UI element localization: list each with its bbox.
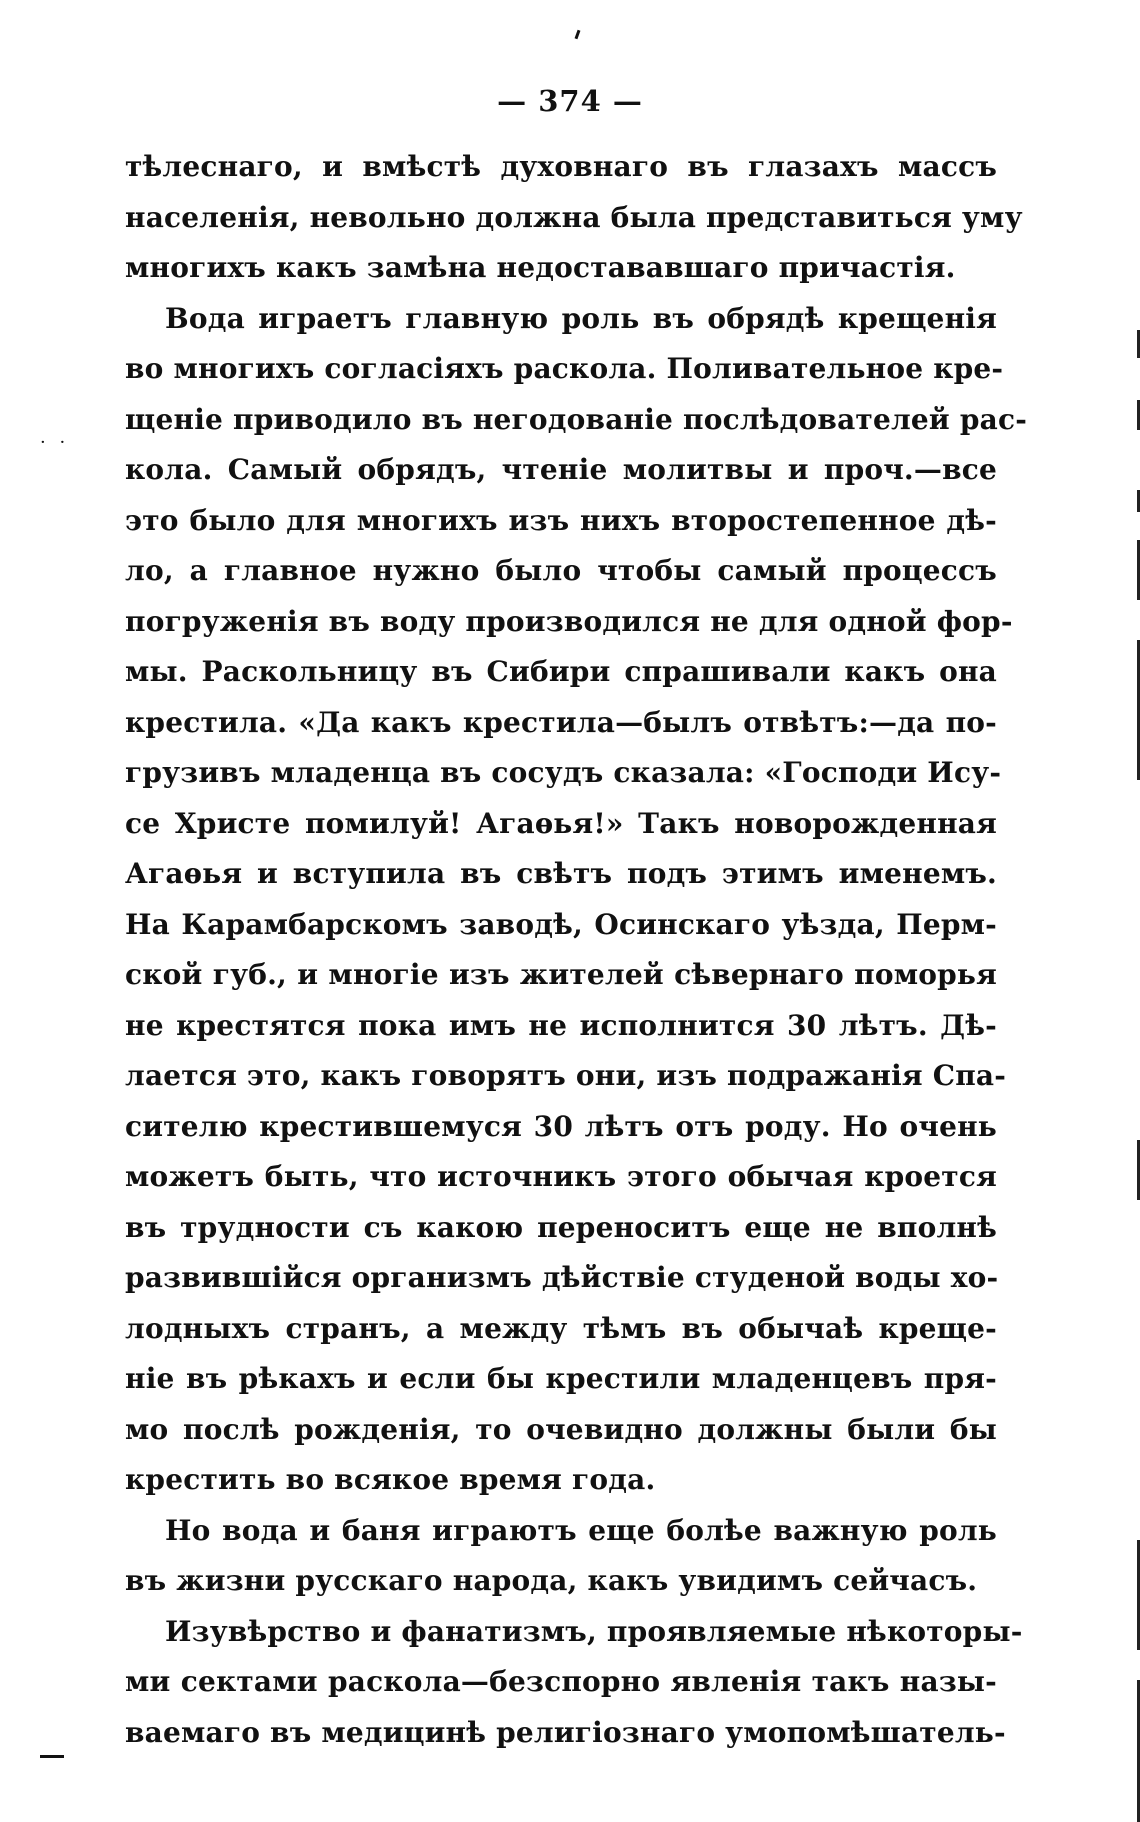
text-line: мо послѣ рожденія, то очевидно должны были бы — [125, 1412, 997, 1446]
scan-dots: · · — [40, 432, 70, 453]
text-line: развившійся организмъ дѣйствіе студеной воды хо- — [125, 1261, 999, 1294]
text-line: кола. Самый обрядъ, чтеніе молитвы и проч.—все — [125, 453, 997, 486]
text-line: погруженія въ воду производился не для одной фор- — [125, 604, 1013, 638]
text-line: ло, а главное нужно было чтобы самый процессъ — [125, 554, 997, 587]
body-text — [125, 142, 1028, 1758]
text-line: ніе въ рѣкахъ и если бы крестили младенцевъ пря- — [125, 1362, 997, 1395]
text-line: Изувѣрство и фанатизмъ, проявляемые нѣкоторы- — [165, 1614, 1023, 1648]
text-line: въ жизни русскаго народа, какъ увидимъ сейчасъ. — [125, 1564, 978, 1597]
text-line: сителю крестившемуся 30 лѣтъ отъ роду. Но очень — [125, 1109, 997, 1143]
paragraph — [125, 142, 1023, 294]
text-line: ми сектами раскола—безспорно явленія такъ назы- — [125, 1665, 997, 1698]
text-line: населенія, невольно должна была представиться уму — [125, 200, 1023, 234]
text-line: Вода играетъ главную роль въ обрядѣ крещенія — [165, 301, 997, 335]
paragraph — [125, 294, 1028, 1506]
text-line: можетъ быть, что источникъ этого обычая кроется — [125, 1160, 997, 1193]
text-line: крестила. «Да какъ крестила—былъ отвѣтъ:—да по- — [125, 705, 997, 739]
text-line: ской губ., и многіе изъ жителей сѣвернаго поморья — [125, 958, 997, 991]
text-line: ваемаго въ медицинѣ религіознаго умопомѣшатель- — [125, 1715, 1006, 1749]
text-line: не крестятся пока имъ не исполнится 30 лѣтъ. Дѣ- — [125, 1008, 997, 1042]
text-line: во многихъ согласіяхъ раскола. Поливательное кре- — [125, 352, 1004, 385]
scan-speck — [575, 30, 581, 39]
text-line: это было для многихъ изъ нихъ второстепенное дѣ- — [125, 503, 997, 537]
text-line: Но вода и баня играютъ еще болѣе важную роль — [165, 1513, 997, 1547]
text-line: Агаѳья и вступила въ свѣтъ подъ этимъ именемъ. — [125, 857, 997, 890]
text-line: мы. Раскольницу въ Сибири спрашивали какъ она — [125, 655, 997, 688]
text-line: крестить во всякое время года. — [125, 1463, 656, 1496]
page-number: — 374 — — [497, 84, 643, 118]
scan-dash — [40, 1755, 64, 1758]
text-line: се Христе помилуй! Агаѳья!» Такъ новорожденная — [125, 806, 997, 840]
text-line: тѣлеснаго, и вмѣстѣ духовнаго въ глазахъ массъ — [125, 150, 997, 183]
paragraph — [125, 1506, 997, 1607]
text-line: грузивъ младенца въ сосудъ сказала: «Господи Ису- — [125, 756, 1002, 789]
text-line: лодныхъ странъ, а между тѣмъ въ обычаѣ креще- — [125, 1311, 997, 1345]
text-line: щеніе приводило въ негодованіе послѣдователей рас- — [125, 402, 1028, 436]
paragraph — [125, 1607, 1023, 1759]
text-line: въ трудности съ какою переноситъ еще не вполнѣ — [125, 1210, 997, 1244]
text-line: многихъ какъ замѣна недостававшаго причастія. — [125, 251, 956, 284]
text-line: лается это, какъ говорятъ они, изъ подражанія Спа- — [125, 1059, 1007, 1092]
text-line: На Карамбарскомъ заводѣ, Осинскаго уѣзда, Перм- — [125, 907, 997, 941]
